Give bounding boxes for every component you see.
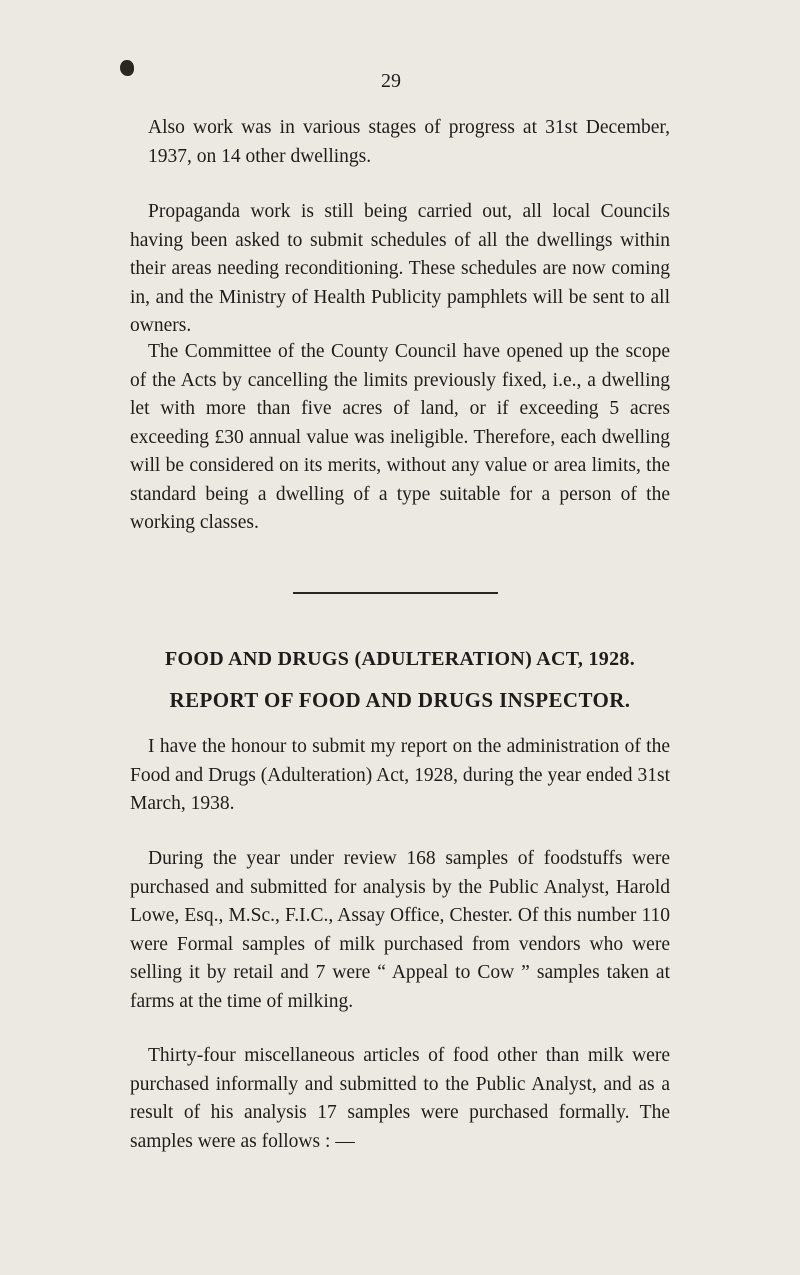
ink-blot [120,60,134,76]
act-title-heading: FOOD AND DRUGS (ADULTERATION) ACT, 1928. [164,648,635,670]
paragraph-dwellings-progress: Also work was in various stages of progress at 31st December, 1937, on 14 other dwellings. [148,117,670,167]
section-divider [293,592,498,594]
paragraph-report-intro: I have the honour to submit my report on the administration of the Food and Drugs (Adulteration) Act, 1928, during the year ended 31st March, 1938. [130,736,670,814]
paragraph-propaganda-work: Propaganda work is still being carried out, all local Councils having been asked to submit schedules of all the dwellings within their areas needing reconditioning. These schedules are now coming in, and the Ministry of Health Publicity pamphlets will be sent to all owners. [130,201,670,336]
paragraph-samples-purchased: During the year under review 168 samples of foodstuffs were purchased and submitted for analysis by the Public Analyst, Harold Lowe, Esq., M.Sc., F.I.C., Assay Office, Chester. Of this number 110 were Formal samples of milk purchased from vendors who were selling it by retail and 7 were “ Appeal to Cow ” samples taken at farms at the time of milking. [130,848,670,1012]
paragraph-miscellaneous-articles: Thirty-four miscellaneous articles of food other than milk were purchased informally and submitted to the Public Analyst, and as a result of his analysis 17 samples were purchased formally. The samples were as follows : — [130,1045,670,1152]
report-title-heading: REPORT OF FOOD AND DRUGS INSPECTOR. [169,688,631,712]
page-number: 29 [381,70,401,92]
paragraph-committee-scope: The Committee of the County Council have opened up the scope of the Acts by cancelling the limits previously fixed, i.e., a dwelling let with more than five acres of land, or if exceeding 5 acres exceeding £30 annual value was ineligible. Therefore, each dwelling will be considered on its merits, without any value or area limits, the standard being a dwelling of a type suitable for a person of the working classes. [130,341,670,533]
